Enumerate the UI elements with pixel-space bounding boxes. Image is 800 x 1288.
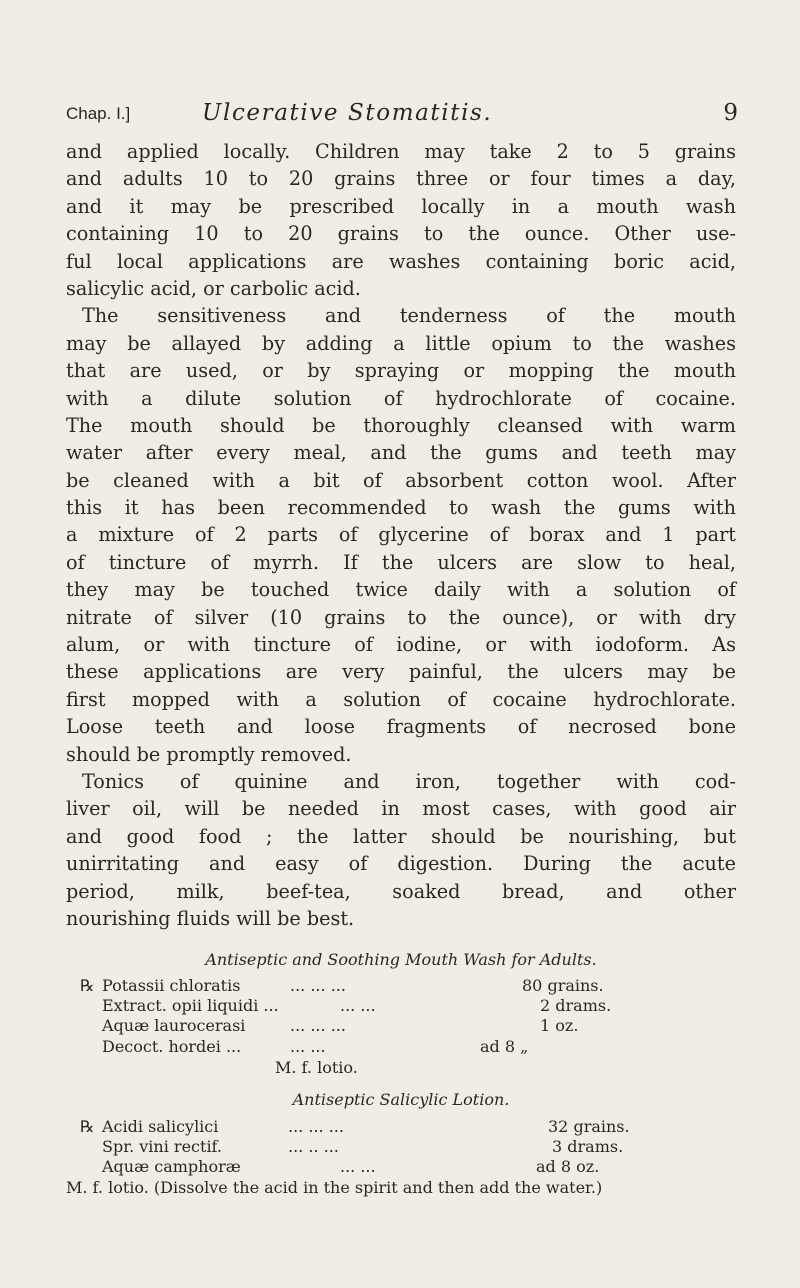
text-line: with a dilute solution of hydrochlorate of cocaine.: [66, 386, 736, 410]
text-line: and adults 10 to 20 grains three or four times a day,: [66, 167, 736, 191]
text-line: this it has been recommended to wash the gums with: [66, 496, 736, 520]
rx1-amount-4: ad 8 „: [480, 1037, 529, 1056]
text-line: should be promptly removed.: [66, 742, 352, 766]
rx1-amount-1: 80 grains.: [522, 976, 604, 995]
rx2-dots-2: ... .. ...: [288, 1137, 339, 1156]
rx2-dots-3: ... ...: [340, 1157, 376, 1176]
text-line: nitrate of silver (10 grains to the ounce), or with dry: [66, 605, 736, 629]
rx1-amount-3: 1 oz.: [540, 1016, 579, 1035]
text-line: alum, or with tincture of iodine, or with iodoform. As: [66, 633, 736, 657]
rx2-ingredient-2: Spr. vini rectif.: [102, 1137, 222, 1156]
rx1-ingredient-4: Decoct. hordei ...: [102, 1037, 242, 1056]
text-line: ful local applications are washes containing boric acid,: [66, 249, 736, 273]
text-line: that are used, or by spraying or mopping the mouth: [66, 359, 736, 383]
rx2-amount-3: ad 8 oz.: [536, 1157, 600, 1176]
text-line: Loose teeth and loose fragments of necrosed bone: [66, 715, 736, 739]
text-line: may be allayed by adding a little opium to the washes: [66, 331, 736, 355]
text-line: of tincture of myrrh. If the ulcers are slow to heal,: [66, 550, 736, 574]
text-line: and good food ; the latter should be nourishing, but: [66, 824, 736, 848]
rx2-amount-1: 32 grains.: [548, 1117, 630, 1136]
rx2-title: Antiseptic Salicylic Lotion.: [292, 1090, 510, 1109]
text-line: these applications are very painful, the ulcers may be: [66, 660, 736, 684]
text-line: they may be touched twice daily with a solution of: [66, 578, 736, 602]
rx1-ingredient-1: Potassii chloratis: [102, 976, 241, 995]
rx1-dots-3: ... ... ...: [290, 1016, 346, 1035]
rx1-amount-2: 2 drams.: [540, 996, 612, 1015]
text-line: containing 10 to 20 grains to the ounce. Other use-: [66, 222, 736, 246]
chapter-label: Chap. I.]: [66, 104, 131, 123]
page-header: [66, 100, 738, 130]
rx1-dots-1: ... ... ...: [290, 976, 346, 995]
text-line: a mixture of 2 parts of glycerine of borax and 1 part: [66, 523, 736, 547]
rx2-amount-2: 3 drams.: [552, 1137, 624, 1156]
text-line: nourishing fluids will be best.: [66, 906, 355, 930]
text-line: and it may be prescribed locally in a mouth wash: [66, 194, 736, 218]
rx1-ingredient-3: Aquæ laurocerasi: [102, 1016, 246, 1035]
rx1-ingredient-2: Extract. opii liquidi ...: [102, 996, 279, 1015]
text-line: be cleaned with a bit of absorbent cotton wool. After: [66, 468, 736, 492]
text-line: and applied locally. Children may take 2 to 5 grains: [66, 140, 736, 163]
text-line: Tonics of quinine and iron, together with cod-: [82, 769, 736, 793]
rx2-dots-1: ... ... ...: [288, 1117, 344, 1136]
text-line: period, milk, beef-tea, soaked bread, and other: [66, 879, 736, 903]
text-line: water after every meal, and the gums and teeth may: [66, 441, 736, 465]
text-line: first mopped with a solution of cocaine hydrochlorate.: [66, 687, 736, 711]
page-number: 9: [723, 100, 738, 126]
text-line: The sensitiveness and tenderness of the mouth: [82, 304, 736, 328]
text-line: unirritating and easy of digestion. During the acute: [66, 852, 736, 876]
text-line: salicylic acid, or carbolic acid.: [66, 276, 361, 300]
running-title: Ulcerative Stomatitis.: [202, 100, 493, 126]
rx1-symbol: ℞: [80, 976, 95, 995]
rx1-dots-4: ... ...: [290, 1037, 326, 1056]
text-line: The mouth should be thoroughly cleansed with warm: [66, 413, 736, 437]
rx2-symbol: ℞: [80, 1117, 95, 1136]
rx2-ingredient-3: Aquæ camphoræ: [102, 1157, 241, 1176]
body-text: [66, 138, 736, 932]
rx1-title: Antiseptic and Soothing Mouth Wash for Adults.: [205, 950, 597, 969]
rx2-ingredient-1: Acidi salicylici: [102, 1117, 219, 1136]
rx2-footer: M. f. lotio. (Dissolve the acid in the spirit and then add the water.): [66, 1178, 603, 1197]
rx1-dots-2: ... ...: [340, 996, 376, 1015]
rx1-footer: M. f. lotio.: [275, 1058, 358, 1077]
text-line: liver oil, will be needed in most cases, with good air: [66, 797, 736, 821]
